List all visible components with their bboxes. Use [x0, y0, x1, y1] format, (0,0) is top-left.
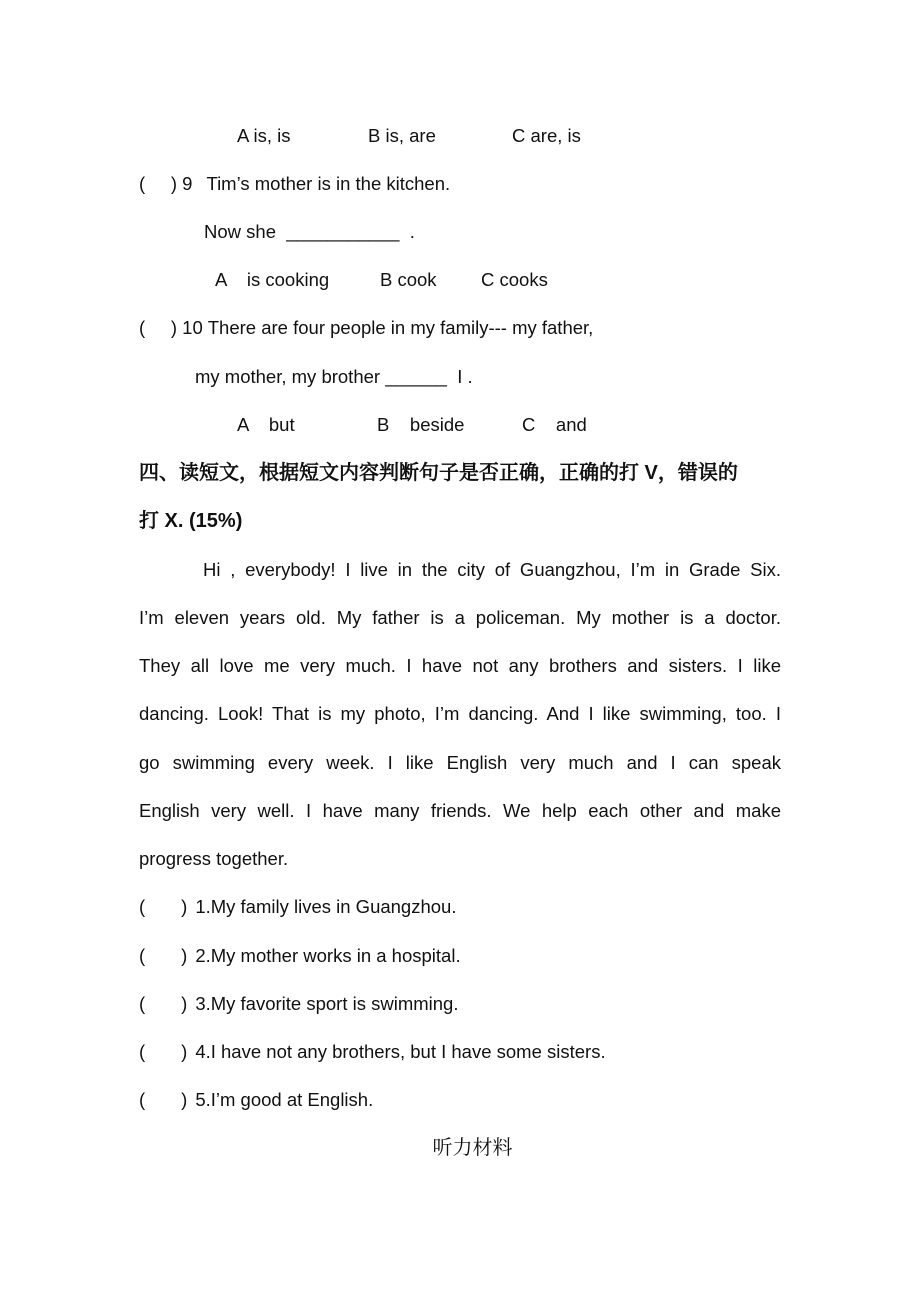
statement-text: 4.I have not any brothers, but I have some sisters. [195, 1041, 606, 1062]
passage-line: progress together. [139, 848, 289, 869]
statement-row [139, 893, 456, 921]
option-b: B cook [380, 269, 437, 290]
answer-bracket: ( ) [139, 945, 188, 966]
statement-row [139, 990, 459, 1018]
option-c: C cooks [481, 269, 548, 290]
statement-row [139, 942, 461, 970]
option-b: B beside [377, 414, 465, 435]
statement-row [139, 1038, 606, 1066]
answer-bracket: ( ) 10 [139, 317, 203, 338]
statement-text: 3.My favorite sport is swimming. [195, 993, 459, 1014]
statement-text: 5.I’m good at English. [195, 1089, 374, 1110]
passage-line: I’m eleven years old. My father is a policeman. My mother is a doctor. [139, 607, 781, 628]
statement-row [139, 1086, 373, 1114]
question-line-2: Now she ___________ . [204, 221, 415, 242]
option-a: A is, is [237, 125, 291, 146]
option-b: B is, are [368, 125, 436, 146]
question-9-row [139, 170, 450, 198]
passage-line: They all love me very much. I have not any brothers and sisters. I like [139, 655, 781, 676]
statement-text: 2.My mother works in a hospital. [195, 945, 461, 966]
question-text: There are four people in my family--- my father, [207, 317, 594, 338]
heading-line-2: 打 X. (15%) [139, 510, 243, 532]
option-c: C are, is [512, 125, 581, 146]
listening-material-title: 听力材料 [432, 1137, 513, 1159]
answer-bracket: ( ) [139, 993, 188, 1014]
passage-line: Hi , everybody! I live in the city of Guangzhou, I’m in Grade Six. [203, 559, 781, 580]
answer-bracket: ( ) [139, 1041, 188, 1062]
passage-line: go swimming every week. I like English very much and I can speak [139, 752, 781, 773]
heading-line-1: 四、读短文，根据短文内容判断句子是否正确，正确的打 V，错误的 [139, 462, 738, 484]
option-c: C and [522, 414, 587, 435]
option-a: A but [237, 414, 295, 435]
question-text: Tim’s mother is in the kitchen. [206, 173, 451, 194]
passage-line: dancing. Look! That is my photo, I’m dancing. And I like swimming, too. I [139, 703, 781, 724]
question-line-2: my mother, my brother ______ I . [195, 366, 473, 387]
statement-text: 1.My family lives in Guangzhou. [195, 896, 457, 917]
passage-line: English very well. I have many friends. We help each other and make [139, 800, 781, 821]
question-10-row [139, 314, 593, 342]
answer-bracket: ( ) [139, 1089, 188, 1110]
answer-bracket: ( ) 9 [139, 173, 193, 194]
answer-bracket: ( ) [139, 896, 188, 917]
option-a: A is cooking [215, 269, 330, 290]
